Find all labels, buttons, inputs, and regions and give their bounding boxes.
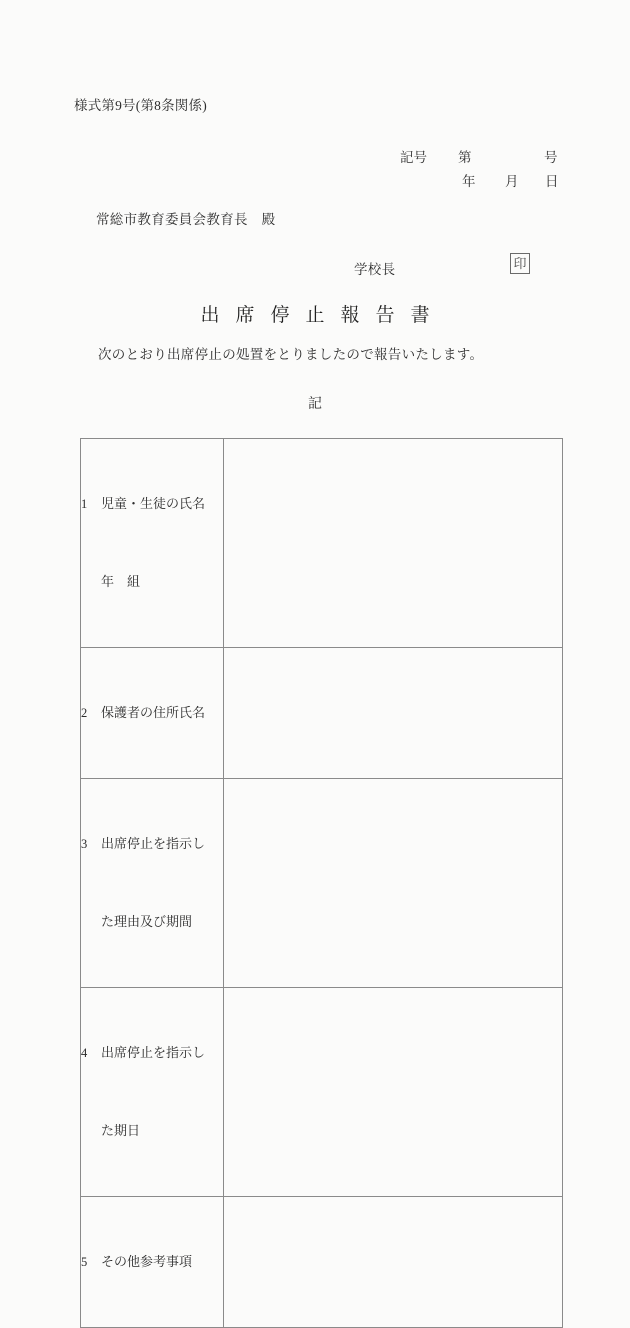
row-label-line1 — [81, 831, 223, 857]
report-form-table — [80, 438, 563, 1328]
document-meta-block — [400, 146, 559, 194]
page-title: 出席停止報告書 — [200, 305, 446, 326]
addressee-line: 常総市教育委員会教育長 殿 — [96, 212, 276, 227]
row-label-text: 児童・生徒の氏名 — [101, 496, 206, 511]
row-number: 5 — [81, 1255, 88, 1269]
row-label-cell — [81, 648, 224, 779]
table-row — [81, 779, 563, 988]
row-label-line1 — [81, 1040, 223, 1066]
row-value-cell[interactable] — [224, 648, 563, 779]
table-row — [81, 1197, 563, 1328]
row-label-cell — [81, 988, 224, 1197]
row-label-line2: た理由及び期間 — [101, 914, 193, 929]
table-row — [81, 648, 563, 779]
row-label-text: 出席停止を指示し — [101, 836, 206, 851]
row-label-line1 — [81, 700, 223, 726]
row-number: 4 — [81, 1046, 88, 1060]
row-value-cell[interactable] — [224, 779, 563, 988]
day-label: 日 — [545, 174, 559, 189]
row-label-line2: た期日 — [101, 1123, 141, 1138]
number-prefix-label: 第 — [458, 150, 472, 165]
row-number: 2 — [81, 706, 88, 720]
table-row — [81, 988, 563, 1197]
number-suffix-label: 号 — [544, 150, 558, 165]
row-label-text: 出席停止を指示し — [101, 1045, 206, 1060]
document-number-line — [400, 146, 558, 170]
seal-stamp-box: 印 — [510, 253, 530, 274]
month-label: 月 — [505, 174, 519, 189]
row-label-line1 — [81, 1249, 223, 1275]
row-label-cell — [81, 779, 224, 988]
row-value-cell[interactable] — [224, 1197, 563, 1328]
row-label-text: 保護者の住所氏名 — [101, 705, 206, 720]
row-number: 1 — [81, 497, 88, 511]
row-value-cell[interactable] — [224, 988, 563, 1197]
row-label-text: その他参考事項 — [101, 1254, 193, 1269]
row-label-line1 — [81, 491, 223, 517]
form-number: 様式第9号(第8条関係) — [74, 98, 207, 113]
ki-marker: 記 — [308, 397, 322, 412]
principal-signature-row — [354, 256, 554, 282]
row-number: 3 — [81, 837, 88, 851]
principal-label: 学校長 — [354, 262, 396, 277]
row-label-line2: 年 組 — [101, 574, 141, 589]
table-row — [81, 439, 563, 648]
symbol-label: 記号 — [400, 150, 427, 165]
body-statement: 次のとおり出席停止の処置をとりましたので報告いたします。 — [98, 347, 484, 362]
year-label: 年 — [462, 174, 476, 189]
row-label-cell — [81, 1197, 224, 1328]
document-date-line — [400, 170, 559, 194]
row-label-cell — [81, 439, 224, 648]
row-value-cell[interactable] — [224, 439, 563, 648]
